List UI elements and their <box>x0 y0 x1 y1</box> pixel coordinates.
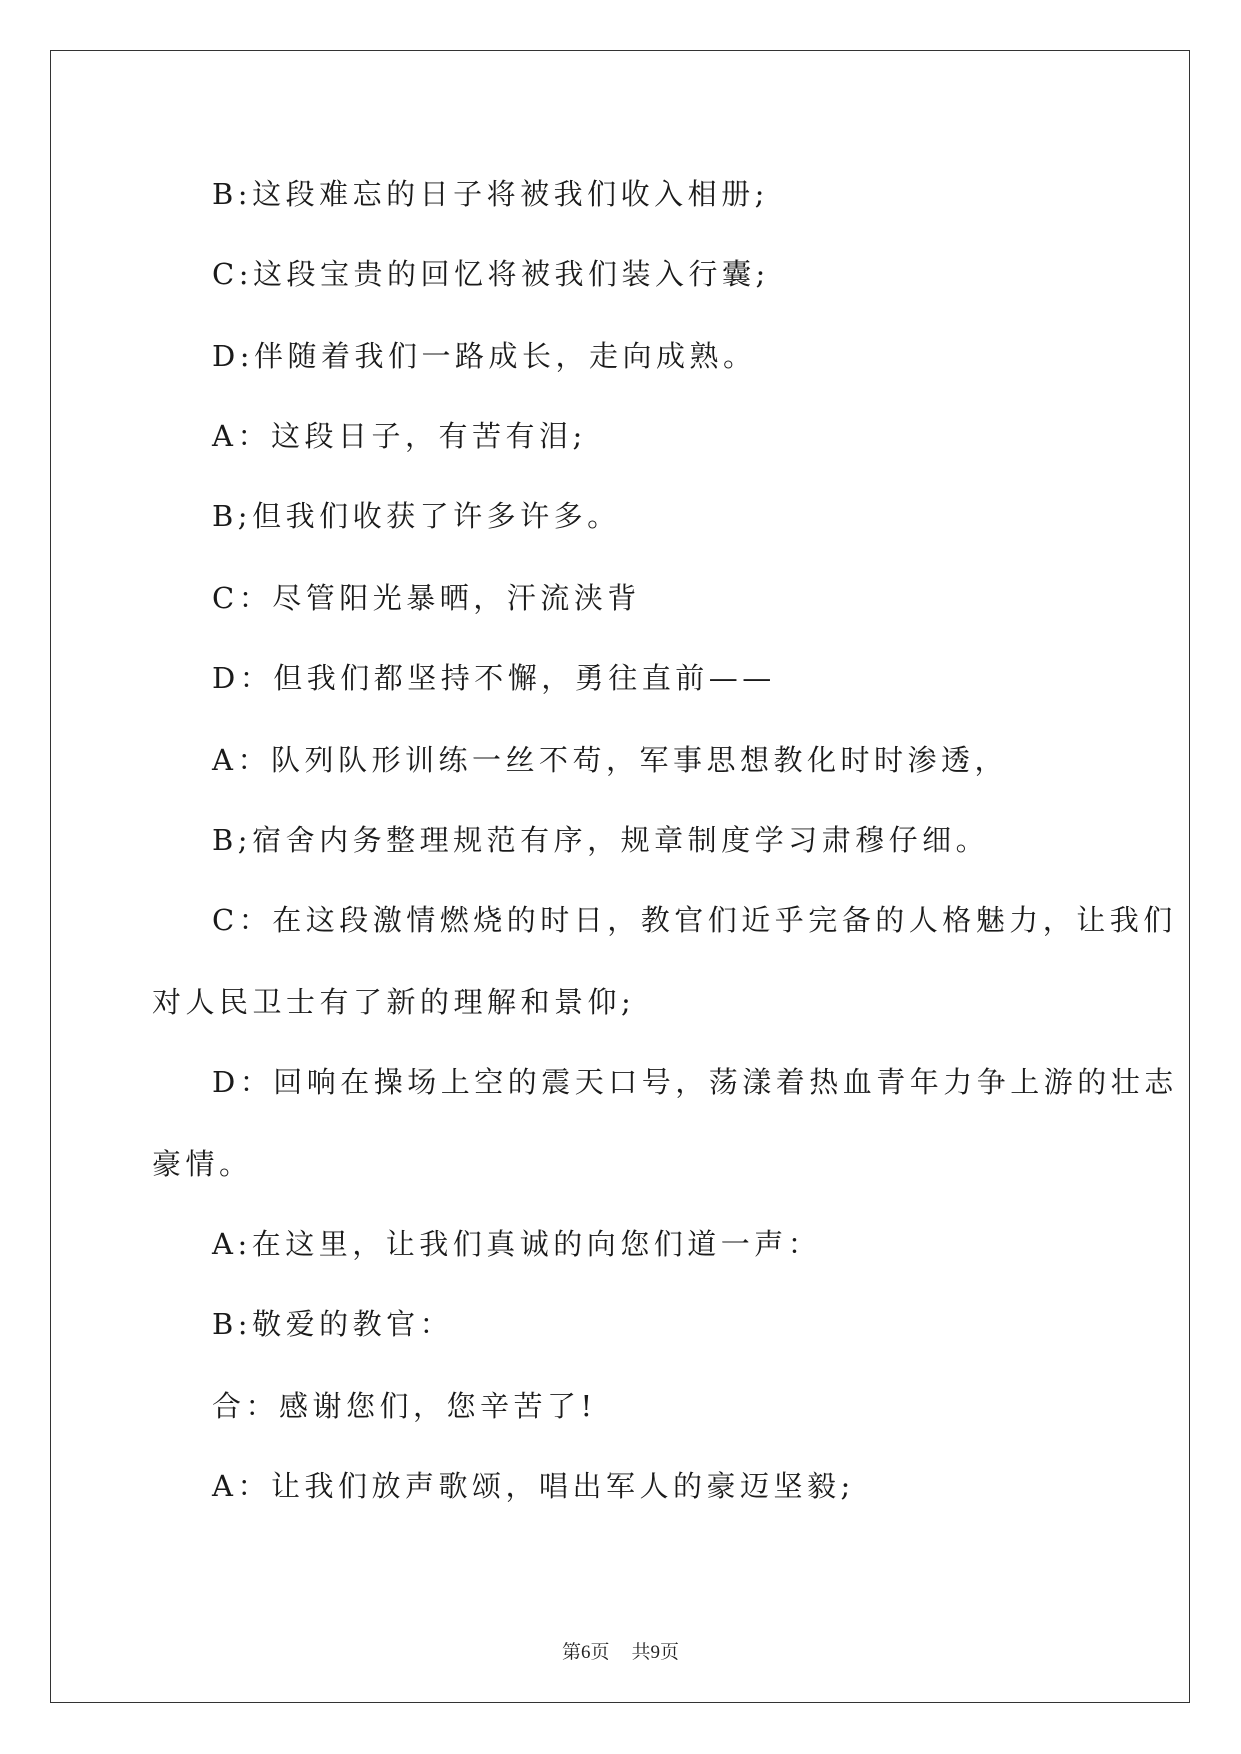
page-total: 共9页 <box>631 1642 680 1663</box>
text-line: A：队列队形训练一丝不苟，军事思想教化时时渗透， <box>212 743 1008 777</box>
text-line: 豪情。 <box>152 1147 253 1181</box>
text-line: C：在这段激情燃烧的时日，教官们近乎完备的人格魅力，让我们 <box>212 903 1177 937</box>
text-line: 合：感谢您们，您辛苦了! <box>212 1389 597 1423</box>
text-line: A:在这里，让我们真诚的向您们道一声： <box>212 1227 822 1261</box>
text-line: C：尽管阳光暴晒，汗流浃背 <box>212 581 641 615</box>
text-line: B;宿舍内务整理规范有序，规章制度学习肃穆仔细。 <box>212 823 990 857</box>
text-line: C:这段宝贵的回忆将被我们装入行囊; <box>212 257 770 291</box>
text-line: D：回响在操场上空的震天口号，荡漾着热血青年力争上游的壮志 <box>212 1065 1178 1099</box>
text-line: 对人民卫士有了新的理解和景仰; <box>152 985 636 1019</box>
text-line: B:敬爱的教官： <box>212 1307 454 1341</box>
text-line: D:伴随着我们一路成长，走向成熟。 <box>212 339 757 373</box>
text-line: B:这段难忘的日子将被我们收入相册; <box>212 177 769 211</box>
page-border <box>50 50 1190 1703</box>
text-line: A：这段日子，有苦有泪; <box>212 419 587 453</box>
text-line: D：但我们都坚持不懈，勇往直前—— <box>212 661 776 695</box>
text-line: A：让我们放声歌颂，唱出军人的豪迈坚毅; <box>212 1469 855 1503</box>
page-number: 第6页 <box>561 1642 610 1663</box>
page-footer <box>0 1637 1241 1664</box>
text-line: B;但我们收获了许多许多。 <box>212 499 621 533</box>
